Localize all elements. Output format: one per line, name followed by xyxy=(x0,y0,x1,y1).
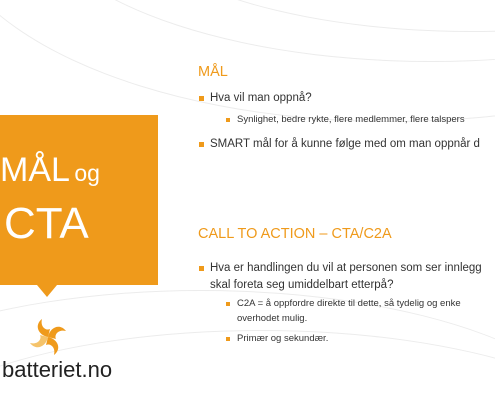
bullet-icon xyxy=(199,142,204,147)
title-og: og xyxy=(74,160,100,186)
batteriet-swirl-logo-icon xyxy=(26,315,70,359)
sub-bullet-text-continued: overhodet mulig. xyxy=(237,313,308,324)
section-heading-cta: CALL TO ACTION – CTA/C2A xyxy=(198,226,392,242)
logo-text: batteriet.no xyxy=(2,357,113,382)
background-decoration xyxy=(120,0,495,32)
bullet-text: Hva er handlingen du vil at personen som ser innlegg xyxy=(210,262,482,274)
sub-bullet-icon xyxy=(226,118,230,122)
sub-bullet-icon xyxy=(226,302,230,306)
section-heading-mal: MÅL xyxy=(198,64,228,80)
title-box-pointer xyxy=(37,285,57,297)
background-decoration xyxy=(30,0,495,62)
title-mal: MÅL xyxy=(0,151,70,189)
bullet-text: SMART mål for å kunne følge med om man oppnår d xyxy=(210,138,480,150)
title-line-1 xyxy=(0,151,100,190)
sub-bullet-text: Synlighet, bedre rykte, flere medlemmer, flere talspers xyxy=(237,114,465,125)
title-cta: CTA xyxy=(4,199,89,248)
bullet-icon xyxy=(199,266,204,271)
sub-bullet-text: C2A = å oppfordre direkte til dette, så tydelig og enke xyxy=(237,298,461,309)
bullet-icon xyxy=(199,96,204,101)
bullet-text-continued: skal foreta seg umiddelbart etterpå? xyxy=(210,279,394,291)
sub-bullet-icon xyxy=(226,337,230,341)
bullet-text: Hva vil man oppnå? xyxy=(210,92,312,104)
sub-bullet-text: Primær og sekundær. xyxy=(237,333,329,344)
